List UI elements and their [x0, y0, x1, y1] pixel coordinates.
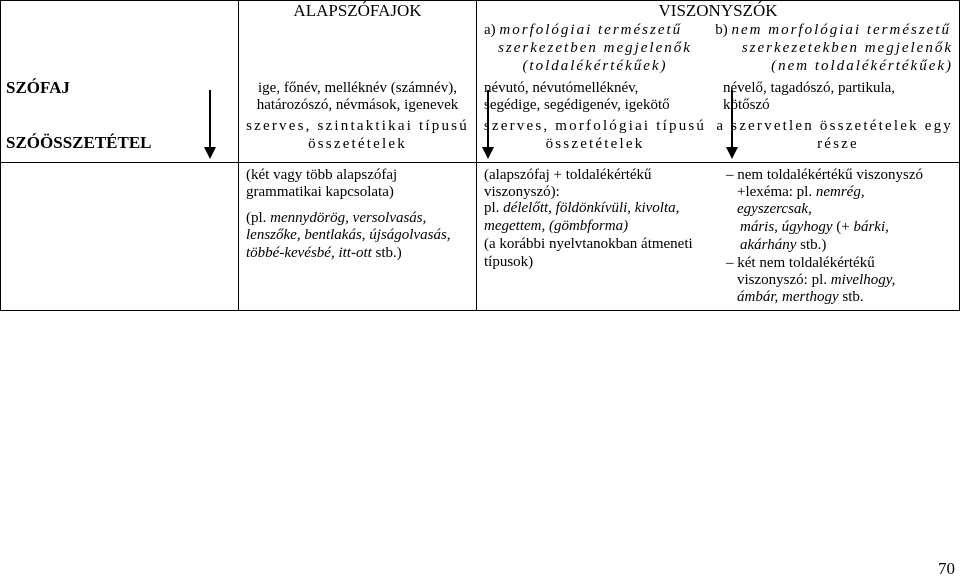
col-b-heading-line2: szerkezetekben megjelenők [741, 40, 953, 56]
arrow-down-icon [724, 90, 740, 160]
b-detail-line1: – nem toldalékértékű viszonyszó [726, 167, 924, 183]
b-detail-line7: viszonyszó: pl. mivelhogy, [737, 272, 896, 288]
osszetetel-b-line1: a szervetlen összetételek egy [716, 118, 953, 134]
szofaj-alap-line1: ige, főnév, melléknév (számnév), [258, 80, 457, 96]
a-detail-line2: viszonyszó): [484, 184, 560, 200]
szofaj-alap-line2: határozószó, névmások, igenevek [256, 97, 459, 113]
alap-detail-line2: grammatikai kapcsolata) [246, 184, 394, 200]
table-left-border [0, 0, 1, 311]
a-detail-line5: (a korábbi nyelvtanokban átmeneti [484, 236, 693, 252]
table-bottom-border [0, 310, 960, 311]
col-a-heading-line2: szerkezetben megjelenők [498, 40, 692, 56]
osszetetel-a-line1: szerves, morfológiai típusú [483, 118, 707, 134]
alap-detail-line1: (két vagy több alapszófaj [246, 167, 398, 183]
col-a-heading-line3: (toldalékértékűek) [522, 58, 668, 74]
a-detail-line3: pl. délelőtt, földönkívüli, kivolta, [484, 200, 680, 216]
table-top-border [0, 0, 960, 1]
header-bottom-rule [0, 162, 960, 163]
col-a-heading-line1: a) morfológiai természetű [484, 22, 683, 38]
b-detail-line2: +lexéma: pl. nemrég, [737, 184, 865, 200]
osszetetel-a-line2: összetételek [545, 136, 645, 152]
arrow-down-icon [202, 90, 218, 160]
viszonyszok-heading: VISZONYSZÓK [658, 1, 778, 20]
arrow-down-icon [480, 90, 496, 160]
alap-detail-line3: (pl. mennydörög, versolvasás, [246, 210, 427, 226]
osszetetel-alap-line1: szerves, szintaktikai típusú [246, 118, 469, 134]
page-number: 70 [938, 559, 955, 578]
b-detail-line3: egyszercsak, [737, 201, 812, 217]
szofaj-a-line2: segédige, segédigenév, igekötő [484, 97, 670, 113]
row-label-szoosszetetel: SZÓÖSSZETÉTEL [6, 133, 152, 152]
a-detail-line4: megettem, (gömbforma) [484, 218, 629, 234]
szofaj-b-line2: kötőszó [723, 97, 770, 113]
alap-detail-line4: lenszőke, bentlakás, újságolvasás, [246, 227, 451, 243]
col-b-heading-line1: b) nem morfológiai természetű [715, 22, 951, 38]
a-detail-line6: típusok) [484, 254, 534, 270]
alap-detail-line5: többé-kevésbé, itt-ott stb.) [246, 245, 402, 261]
col-b-heading-line3: (nem toldalékértékűek) [771, 58, 953, 74]
b-detail-line4: máris, úgyhogy (+ bárki, [740, 219, 889, 235]
osszetetel-alap-line2: összetételek [308, 136, 407, 152]
osszetetel-b-line2: része [817, 136, 859, 152]
szofaj-a-line1: névutó, névutómelléknév, [484, 80, 639, 96]
b-detail-line5: akárhány stb.) [740, 237, 827, 253]
b-detail-line6: – két nem toldalékértékű [726, 255, 875, 271]
b-detail-line8: ámbár, merthogy stb. [737, 289, 864, 305]
szofaj-b-line1: névelő, tagadószó, partikula, [723, 80, 896, 96]
alapszofajok-heading: ALAPSZÓFAJOK [293, 1, 422, 20]
a-detail-line1: (alapszófaj + toldalékértékű [484, 167, 652, 183]
column-divider-1 [238, 0, 239, 311]
row-label-szofaj: SZÓFAJ [6, 78, 70, 97]
